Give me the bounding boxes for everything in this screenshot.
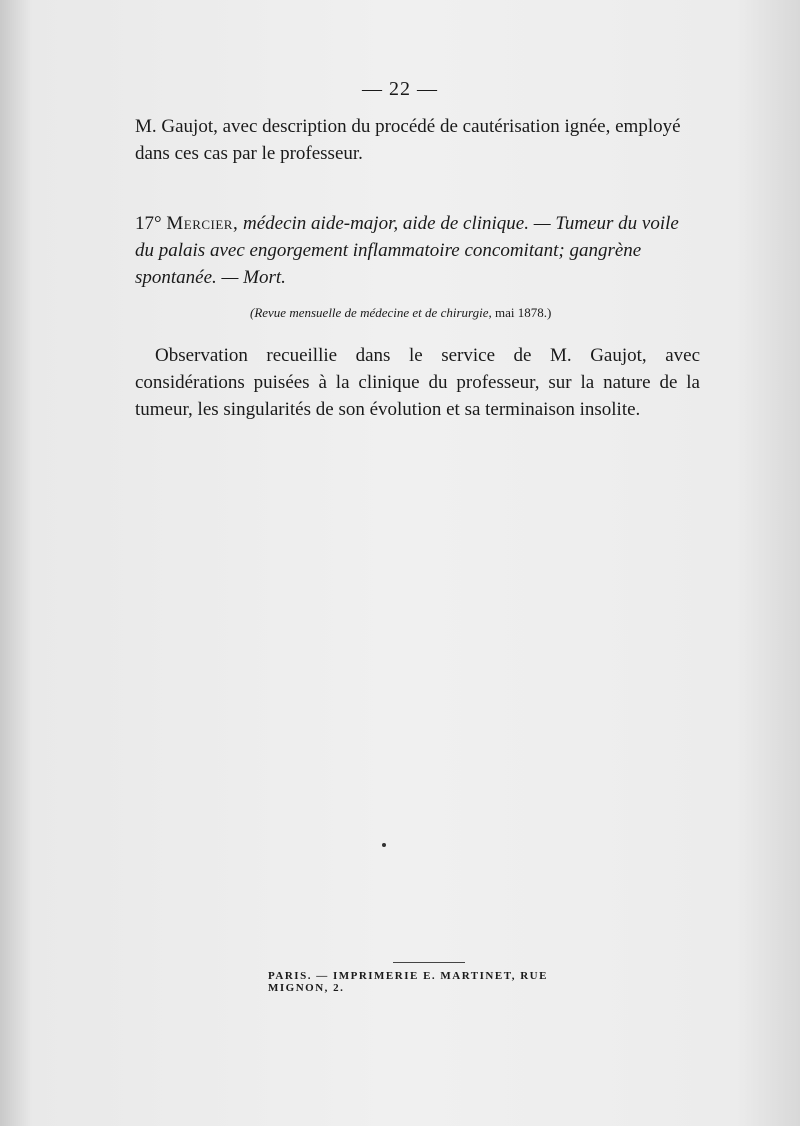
imprint-rule [393,962,465,963]
entry-17-author: Mercier, [166,213,239,234]
printer-imprint: PARIS. — IMPRIMERIE E. MARTINET, RUE MIGNON, 2. [268,970,548,994]
entry-17-reference [250,305,700,321]
entry-17-heading [135,210,700,291]
entry-17-title: — Tumeur du voile du palais avec engorgement inflammatoire concomitant; gangrène spontanée. — Mort. [135,213,679,288]
ink-speck [382,843,386,847]
reference-journal: (Revue mensuelle de médecine et de chirurgie, [250,305,492,320]
entry-17 [135,210,700,291]
observation-text: Observation recueillie dans le service de M. Gaujot, avec considérations puisées à la clinique du professeur, sur la nature de la tumeur, les singularités de son évolution et sa terminaison insolite. [135,345,700,420]
reference-date: mai 1878.) [494,305,552,320]
entry-17-number: 17° [135,213,162,234]
observation-paragraph [135,342,700,423]
page-number: — 22 — [362,78,438,100]
entry-17-role: médecin aide-major, aide de clinique. [242,213,529,234]
entry-16-continuation [135,113,700,167]
entry-16-text: M. Gaujot, avec description du procédé de cautérisation ignée, employé dans ces cas par le professeur. [135,116,681,164]
